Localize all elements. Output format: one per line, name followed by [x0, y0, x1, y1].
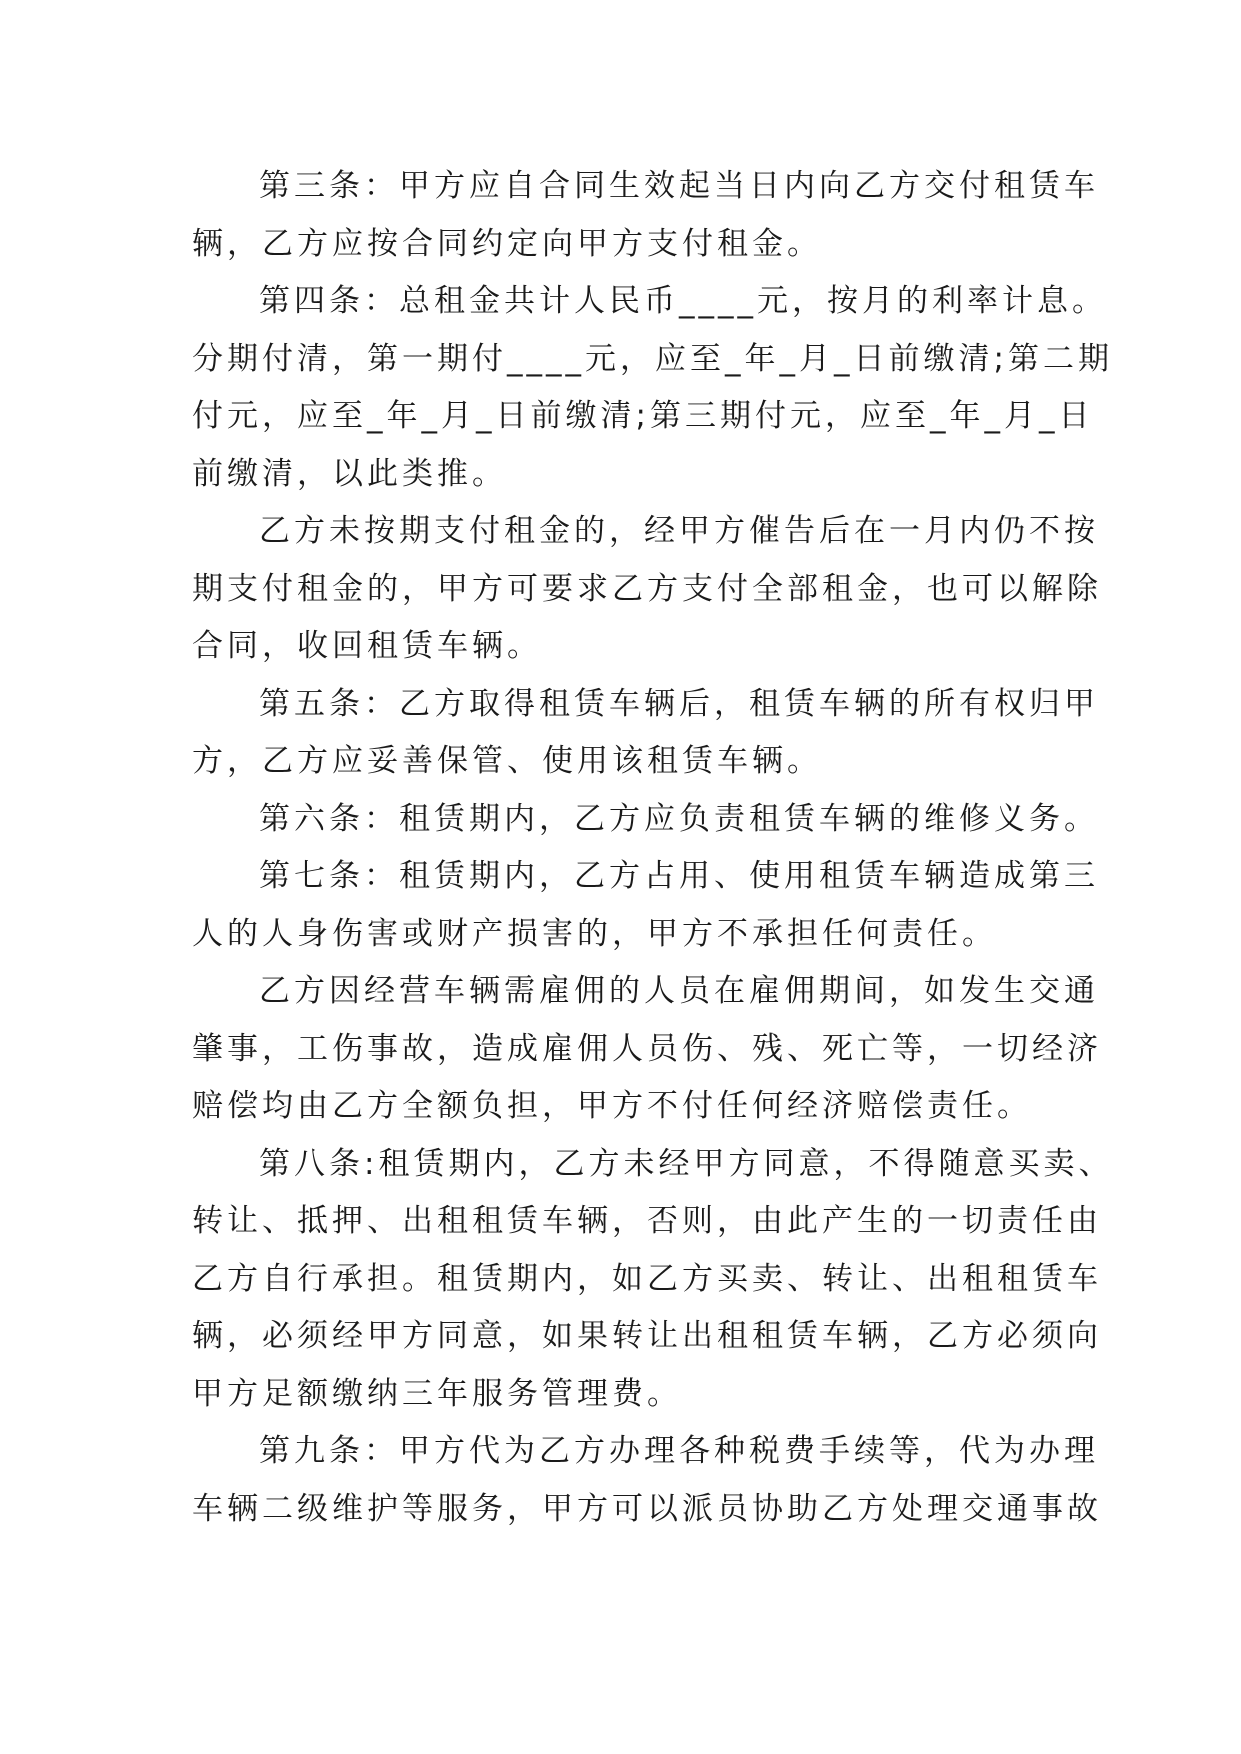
text-line: 车辆二级维护等服务，甲方可以派员协助乙方处理交通事故	[192, 1490, 1102, 1527]
text-line: 付元，应至_年_月_日前缴清;第三期付元，应至_年_月_日	[192, 398, 1094, 434]
text-line: 期支付租金的，甲方可要求乙方支付全部租金，也可以解除	[192, 570, 1102, 607]
text-line: 方，乙方应妥善保管、使用该租赁车辆。	[192, 743, 822, 779]
text-line: 分期付清，第一期付____元，应至_年_月_日前缴清;第二期	[192, 340, 1113, 377]
text-line: 第五条：乙方取得租赁车辆后，租赁车辆的所有权归甲	[259, 685, 1099, 722]
text-line: 前缴清，以此类推。	[192, 455, 507, 492]
text-line: 乙方自行承担。租赁期内，如乙方买卖、转让、出租租赁车	[192, 1260, 1102, 1297]
text-line: 辆，必须经甲方同意，如果转让出租租赁车辆，乙方必须向	[192, 1318, 1102, 1354]
text-line: 乙方因经营车辆需雇佣的人员在雇佣期间，如发生交通	[259, 973, 1099, 1009]
text-line: 第九条：甲方代为乙方办理各种税费手续等，代为办理	[259, 1433, 1099, 1469]
text-line: 第八条:租赁期内，乙方未经甲方同意，不得随意买卖、	[259, 1145, 1114, 1182]
text-line: 第七条：租赁期内，乙方占用、使用租赁车辆造成第三	[259, 858, 1099, 894]
text-line: 合同，收回租赁车辆。	[192, 628, 542, 664]
text-line: 赔偿均由乙方全额负担，甲方不付任何经济赔偿责任。	[192, 1088, 1032, 1124]
text-line: 辆，乙方应按合同约定向甲方支付租金。	[192, 225, 822, 262]
text-line: 第三条：甲方应自合同生效起当日内向乙方交付租赁车	[259, 168, 1099, 204]
text-line: 第六条：租赁期内，乙方应负责租赁车辆的维修义务。	[259, 800, 1099, 837]
text-line: 人的人身伤害或财产损害的，甲方不承担任何责任。	[192, 915, 997, 952]
text-line: 肇事，工伤事故，造成雇佣人员伤、残、死亡等，一切经济	[192, 1030, 1102, 1067]
text-line: 转让、抵押、出租租赁车辆，否则，由此产生的一切责任由	[192, 1203, 1102, 1239]
text-line: 第四条：总租金共计人民币____元，按月的利率计息。	[259, 283, 1107, 319]
text-line: 乙方未按期支付租金的，经甲方催告后在一月内仍不按	[259, 513, 1099, 549]
text-line: 甲方足额缴纳三年服务管理费。	[192, 1375, 682, 1412]
contract-text	[192, 158, 1114, 1538]
